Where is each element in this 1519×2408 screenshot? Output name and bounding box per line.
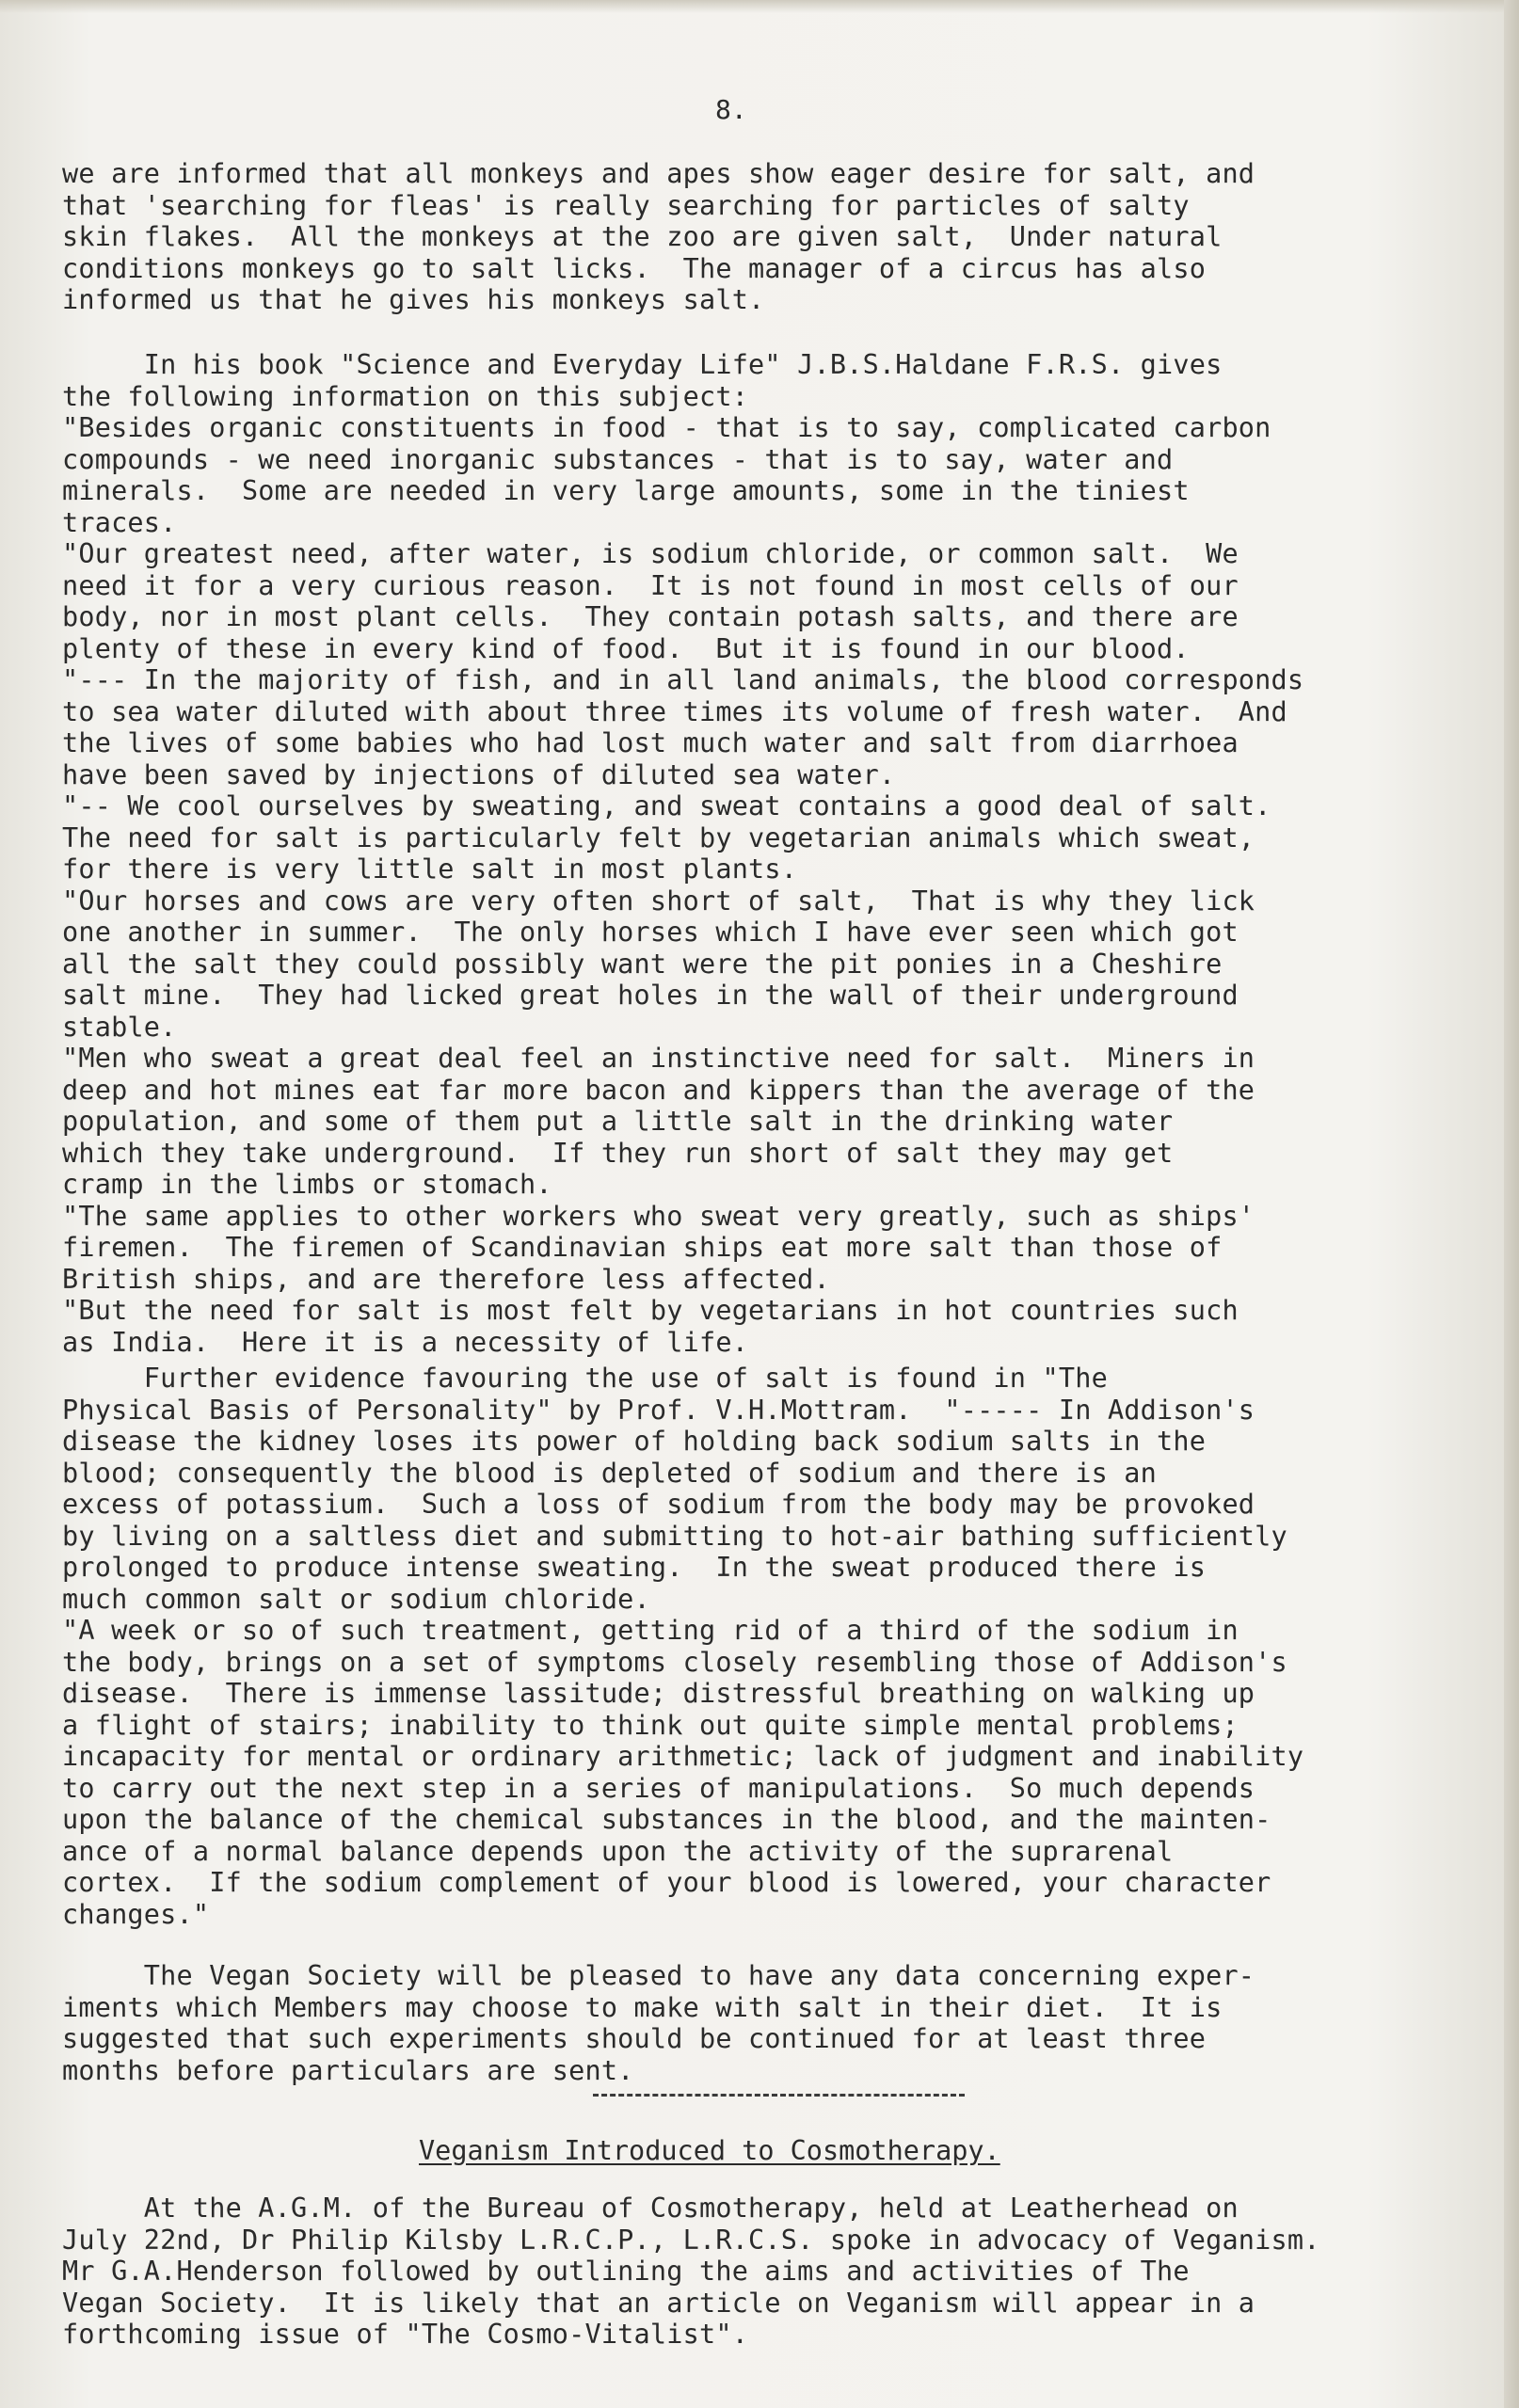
text-line: "The same applies to other workers who sweat very greatly, such as ships' (62, 1200, 1255, 1232)
paragraph-vegan-society-request (62, 1960, 1483, 2086)
text-line: The need for salt is particularly felt by vegetarian animals which sweat, (62, 821, 1255, 853)
text-line: changes." (62, 1898, 210, 1930)
text-line: disease the kidney loses its power of holding back sodium salts in the (62, 1426, 1207, 1457)
text-line: conditions monkeys go to salt licks. The manager of a circus has also (62, 252, 1207, 284)
text-line: by living on a saltless diet and submitting to hot-air bathing sufficiently (62, 1520, 1287, 1552)
text-line: firemen. The firemen of Scandinavian ships eat more salt than those of (62, 1232, 1223, 1263)
text-line: body, nor in most plant cells. They contain potash salts, and there are (62, 601, 1239, 632)
text-line: Vegan Society. It is likely that an article on Veganism will appear in a (62, 2287, 1255, 2319)
page-right-edge (1504, 0, 1519, 2408)
page-top-edge (0, 0, 1519, 13)
text-line: to carry out the next step in a series of manipulations. So much depends (62, 1772, 1255, 1804)
text-line: At the A.G.M. of the Bureau of Cosmotherapy, held at Leatherhead on (62, 2193, 1239, 2224)
text-line: forthcoming issue of "The Cosmo-Vitalist". (62, 2319, 749, 2350)
text-line: population, and some of them put a little salt in the drinking water (62, 1106, 1174, 1137)
text-line: "A week or so of such treatment, getting rid of a third of the sodium in (62, 1615, 1239, 1646)
text-line: deep and hot mines eat far more bacon and kippers than the average of the (62, 1074, 1255, 1106)
text-line: suggested that such experiments should be continued for at least three (62, 2023, 1207, 2054)
text-line: the lives of some babies who had lost much water and salt from diarrhoea (62, 727, 1239, 758)
text-line: ance of a normal balance depends upon the activity of the suprarenal (62, 1835, 1174, 1867)
text-line: The Vegan Society will be pleased to have any data concerning exper- (62, 1960, 1255, 1991)
text-line: months before particulars are sent. (62, 2054, 634, 2086)
text-line: compounds - we need inorganic substances - that is to say, water and (62, 443, 1174, 475)
section-divider (593, 2094, 965, 2097)
text-line: excess of potassium. Such a loss of sodium from the body may be provoked (62, 1489, 1255, 1520)
text-line: for there is very little salt in most plants. (62, 853, 798, 885)
section-heading: Veganism Introduced to Cosmotherapy. (419, 2135, 1000, 2166)
text-line: need it for a very curious reason. It is not found in most cells of our (62, 569, 1239, 601)
text-line: July 22nd, Dr Philip Kilsby L.R.C.P., L.R.C.S. spoke in advocacy of Veganism. (62, 2224, 1320, 2256)
text-line: In his book "Science and Everyday Life" J.B.S.Haldane F.R.S. gives (62, 349, 1223, 380)
text-line: Mr G.A.Henderson followed by outlining the aims and activities of The (62, 2256, 1190, 2287)
text-line: skin flakes. All the monkeys at the zoo are given salt, Under natural (62, 221, 1223, 252)
text-line: a flight of stairs; inability to think out quite simple mental problems; (62, 1709, 1239, 1741)
paragraph-haldane-quote (62, 349, 1483, 1358)
text-line: stable. (62, 1011, 177, 1043)
text-line: which they take underground. If they run short of salt they may get (62, 1137, 1174, 1169)
text-line: "--- In the majority of fish, and in all land animals, the blood corresponds (62, 664, 1304, 695)
text-line: disease. There is immense lassitude; distressful breathing on walking up (62, 1678, 1255, 1709)
text-line: cortex. If the sodium complement of your blood is lowered, your character (62, 1867, 1271, 1898)
text-line: as India. Here it is a necessity of life. (62, 1326, 749, 1358)
text-line: the body, brings on a set of symptoms closely resembling those of Addison's (62, 1646, 1287, 1678)
text-line: plenty of these in every kind of food. But it is found in our blood. (62, 632, 1190, 664)
text-line: salt mine. They had licked great holes in the wall of their underground (62, 980, 1239, 1011)
text-line: Further evidence favouring the use of salt is found in "The (62, 1363, 1108, 1394)
text-line: that 'searching for fleas' is really searching for particles of salty (62, 189, 1190, 221)
text-line: "Our horses and cows are very often short of salt, That is why they lick (62, 885, 1255, 917)
text-line: "Besides organic constituents in food - that is to say, complicated carbon (62, 412, 1271, 443)
text-line: to sea water diluted with about three times its volume of fresh water. And (62, 695, 1287, 727)
text-line: upon the balance of the chemical substances in the blood, and the mainten- (62, 1804, 1271, 1835)
text-line: "Men who sweat a great deal feel an instinctive need for salt. Miners in (62, 1043, 1255, 1074)
text-line: minerals. Some are needed in very large amounts, some in the tiniest (62, 475, 1190, 506)
text-line: British ships, and are therefore less affected. (62, 1263, 830, 1295)
text-line: traces. (62, 506, 177, 538)
text-line: "But the need for salt is most felt by vegetarians in hot countries such (62, 1295, 1239, 1326)
text-line: blood; consequently the blood is depleted of sodium and there is an (62, 1457, 1158, 1489)
text-line: we are informed that all monkeys and apes show eager desire for salt, and (62, 158, 1255, 189)
text-line: "Our greatest need, after water, is sodium chloride, or common salt. We (62, 538, 1239, 569)
text-line: one another in summer. The only horses which I have ever seen which got (62, 917, 1239, 948)
text-line: iments which Members may choose to make with salt in their diet. It is (62, 1991, 1223, 2023)
paragraph-mottram-quote (62, 1363, 1483, 1930)
text-line: Physical Basis of Personality" by Prof. V.H.Mottram. "----- In Addison's (62, 1394, 1255, 1426)
text-line: cramp in the limbs or stomach. (62, 1169, 552, 1200)
text-line: "-- We cool ourselves by sweating, and sweat contains a good deal of salt. (62, 790, 1271, 821)
text-line: the following information on this subject: (62, 380, 749, 412)
text-line: all the salt they could possibly want were the pit ponies in a Cheshire (62, 948, 1223, 980)
paragraph-cosmotherapy (62, 2193, 1483, 2351)
text-line: much common salt or sodium chloride. (62, 1583, 650, 1615)
paragraph-monkeys (62, 158, 1483, 316)
text-line: have been saved by injections of diluted sea water. (62, 758, 896, 790)
page-number: 8. (715, 94, 747, 125)
text-line: prolonged to produce intense sweating. In the sweat produced there is (62, 1552, 1207, 1583)
text-line: informed us that he gives his monkeys salt. (62, 284, 765, 315)
text-line: incapacity for mental or ordinary arithmetic; lack of judgment and inability (62, 1741, 1304, 1772)
